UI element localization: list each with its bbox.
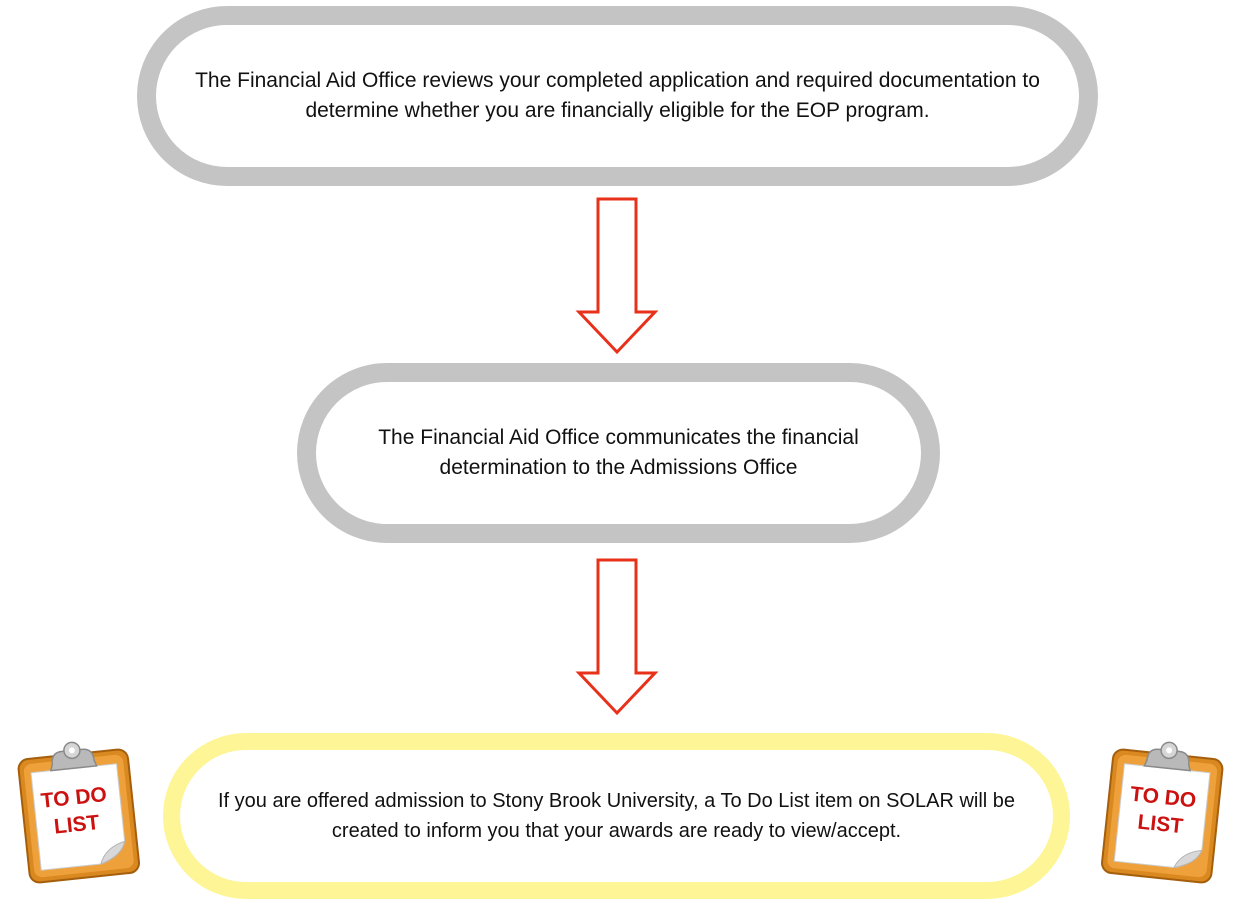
flow-step-text: If you are offered admission to Stony Brook University, a To Do List item on SOLAR will be created to inform you that your awards are ready to view/accept. — [217, 790, 1016, 842]
flow-step-text: The Financial Aid Office communicates the financial determination to the Admissions Office — [378, 426, 859, 479]
clipboard-label-line1: TO DO — [1129, 782, 1198, 813]
todo-list-clipboard-icon — [1097, 738, 1227, 883]
flow-step-text: The Financial Aid Office reviews your completed application and required documentation to determine whether you are financially eligible for the EOP program. — [195, 69, 1040, 122]
flow-step-financial-review — [137, 6, 1098, 186]
down-arrow-icon — [575, 558, 659, 716]
clipboard-label-line1: TO DO — [39, 783, 108, 813]
flow-step-todo-list-notification — [163, 733, 1070, 899]
clipboard-label-line2: LIST — [52, 810, 101, 839]
flow-step-communicate-determination — [297, 363, 940, 543]
todo-list-clipboard-icon — [14, 738, 144, 883]
clipboard-label-line2: LIST — [1136, 810, 1185, 839]
down-arrow-icon — [575, 197, 659, 355]
